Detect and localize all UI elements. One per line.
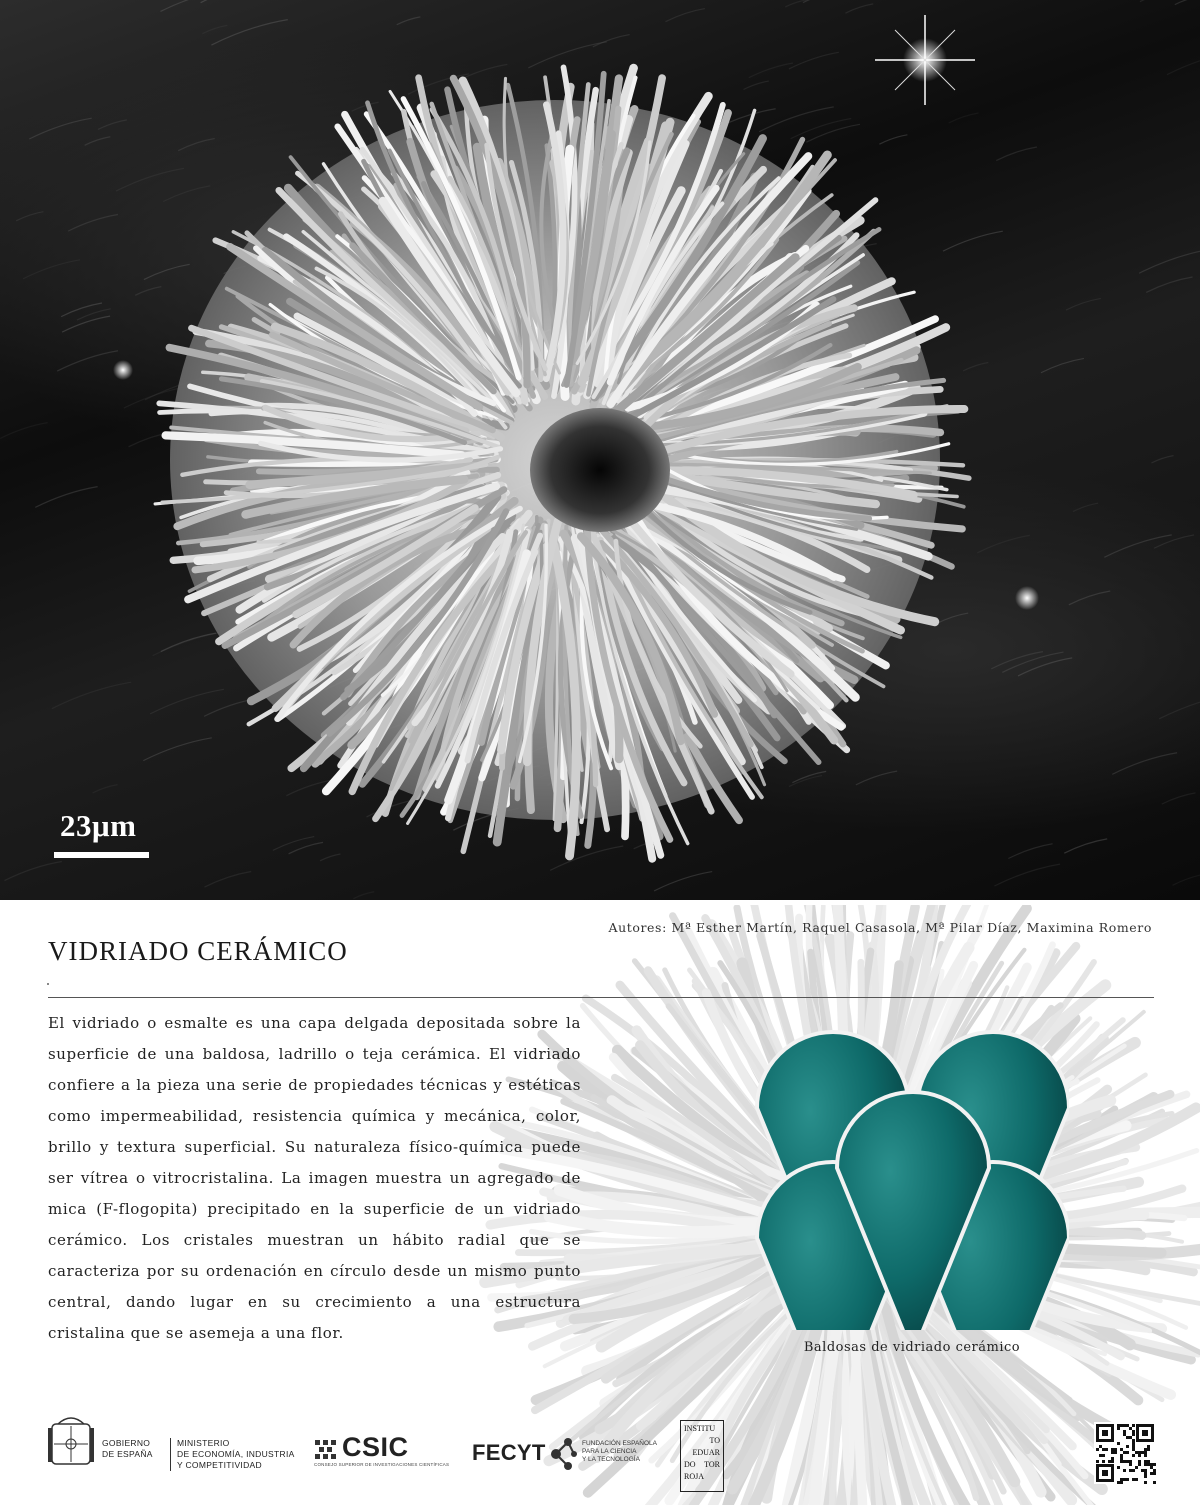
gobierno-logo [48,1410,308,1470]
gobierno-label: GOBIERNO DE ESPAÑA [102,1438,153,1459]
footer-logos [0,1410,1200,1500]
page-title: VIDRIADO CERÁMICO [48,936,348,966]
instituto-line: DO [684,1460,696,1469]
description-paragraph: El vidriado o esmalte es una capa delgada depositada sobre la superficie de una baldosa, ladrillo o teja cerámica. El vidriado confiere a la pieza una serie de propiedades técnicas y estéticas como impermeabilidad, resistencia química y mecánica, color, brillo y textura superficial. Su naturaleza físico-química puede ser vítrea o vitrocristalina. La imagen muestra un agregado de mica (F-flogopita) precipitado en la superficie de un vidriado cerámico. Los cristales muestran un hábito radial que se caracteriza por su ordenación en círculo desde un mismo punto central, dando lugar en su crecimiento a una estructura cristalina que se asemeja a una flor. [48,1014,581,1342]
divider-dot [47,983,49,985]
coat-of-arms-icon [48,1410,94,1470]
scale-bar [54,852,149,858]
instituto-line: INSTITU [684,1424,716,1433]
csic-wordmark: CSIC [342,1432,409,1462]
instituto-line: EDUAR [692,1448,720,1457]
csic-emblem-icon [314,1438,338,1462]
fecyt-logo [472,1434,662,1474]
instituto-logo [680,1420,724,1492]
tiles-caption: Baldosas de vidriado cerámico [803,1340,1021,1355]
fecyt-subtitle: FUNDACIÓN ESPAÑOLA PARA LA CIENCIA Y LA TECNOLOGÍA [582,1440,658,1463]
mica-aggregate [155,67,969,858]
divider-rule [48,997,1154,998]
instituto-line: ROJA [684,1472,705,1481]
csic-subtitle: CONSEJO SUPERIOR DE INVESTIGACIONES CIENTÍFICAS [314,1462,450,1467]
authors-credit: Autores: Mª Esther Martín, Raquel Casasola, Mª Pilar Díaz, Maximina Romero [608,920,1152,935]
tiles-illustration [755,1030,1069,1330]
qr-code-icon[interactable] [1094,1422,1156,1484]
csic-logo [314,1432,450,1470]
instituto-line: TOR [704,1460,720,1469]
instituto-line: TO [709,1436,720,1445]
fecyt-wordmark: FECYT [472,1440,546,1465]
ministerio-label: MINISTERIO DE ECONOMÍA, INDUSTRIA Y COMPETITIVIDAD [170,1438,295,1471]
scale-bar-label: 23μm [60,808,137,843]
fecyt-molecule-icon [548,1434,578,1474]
